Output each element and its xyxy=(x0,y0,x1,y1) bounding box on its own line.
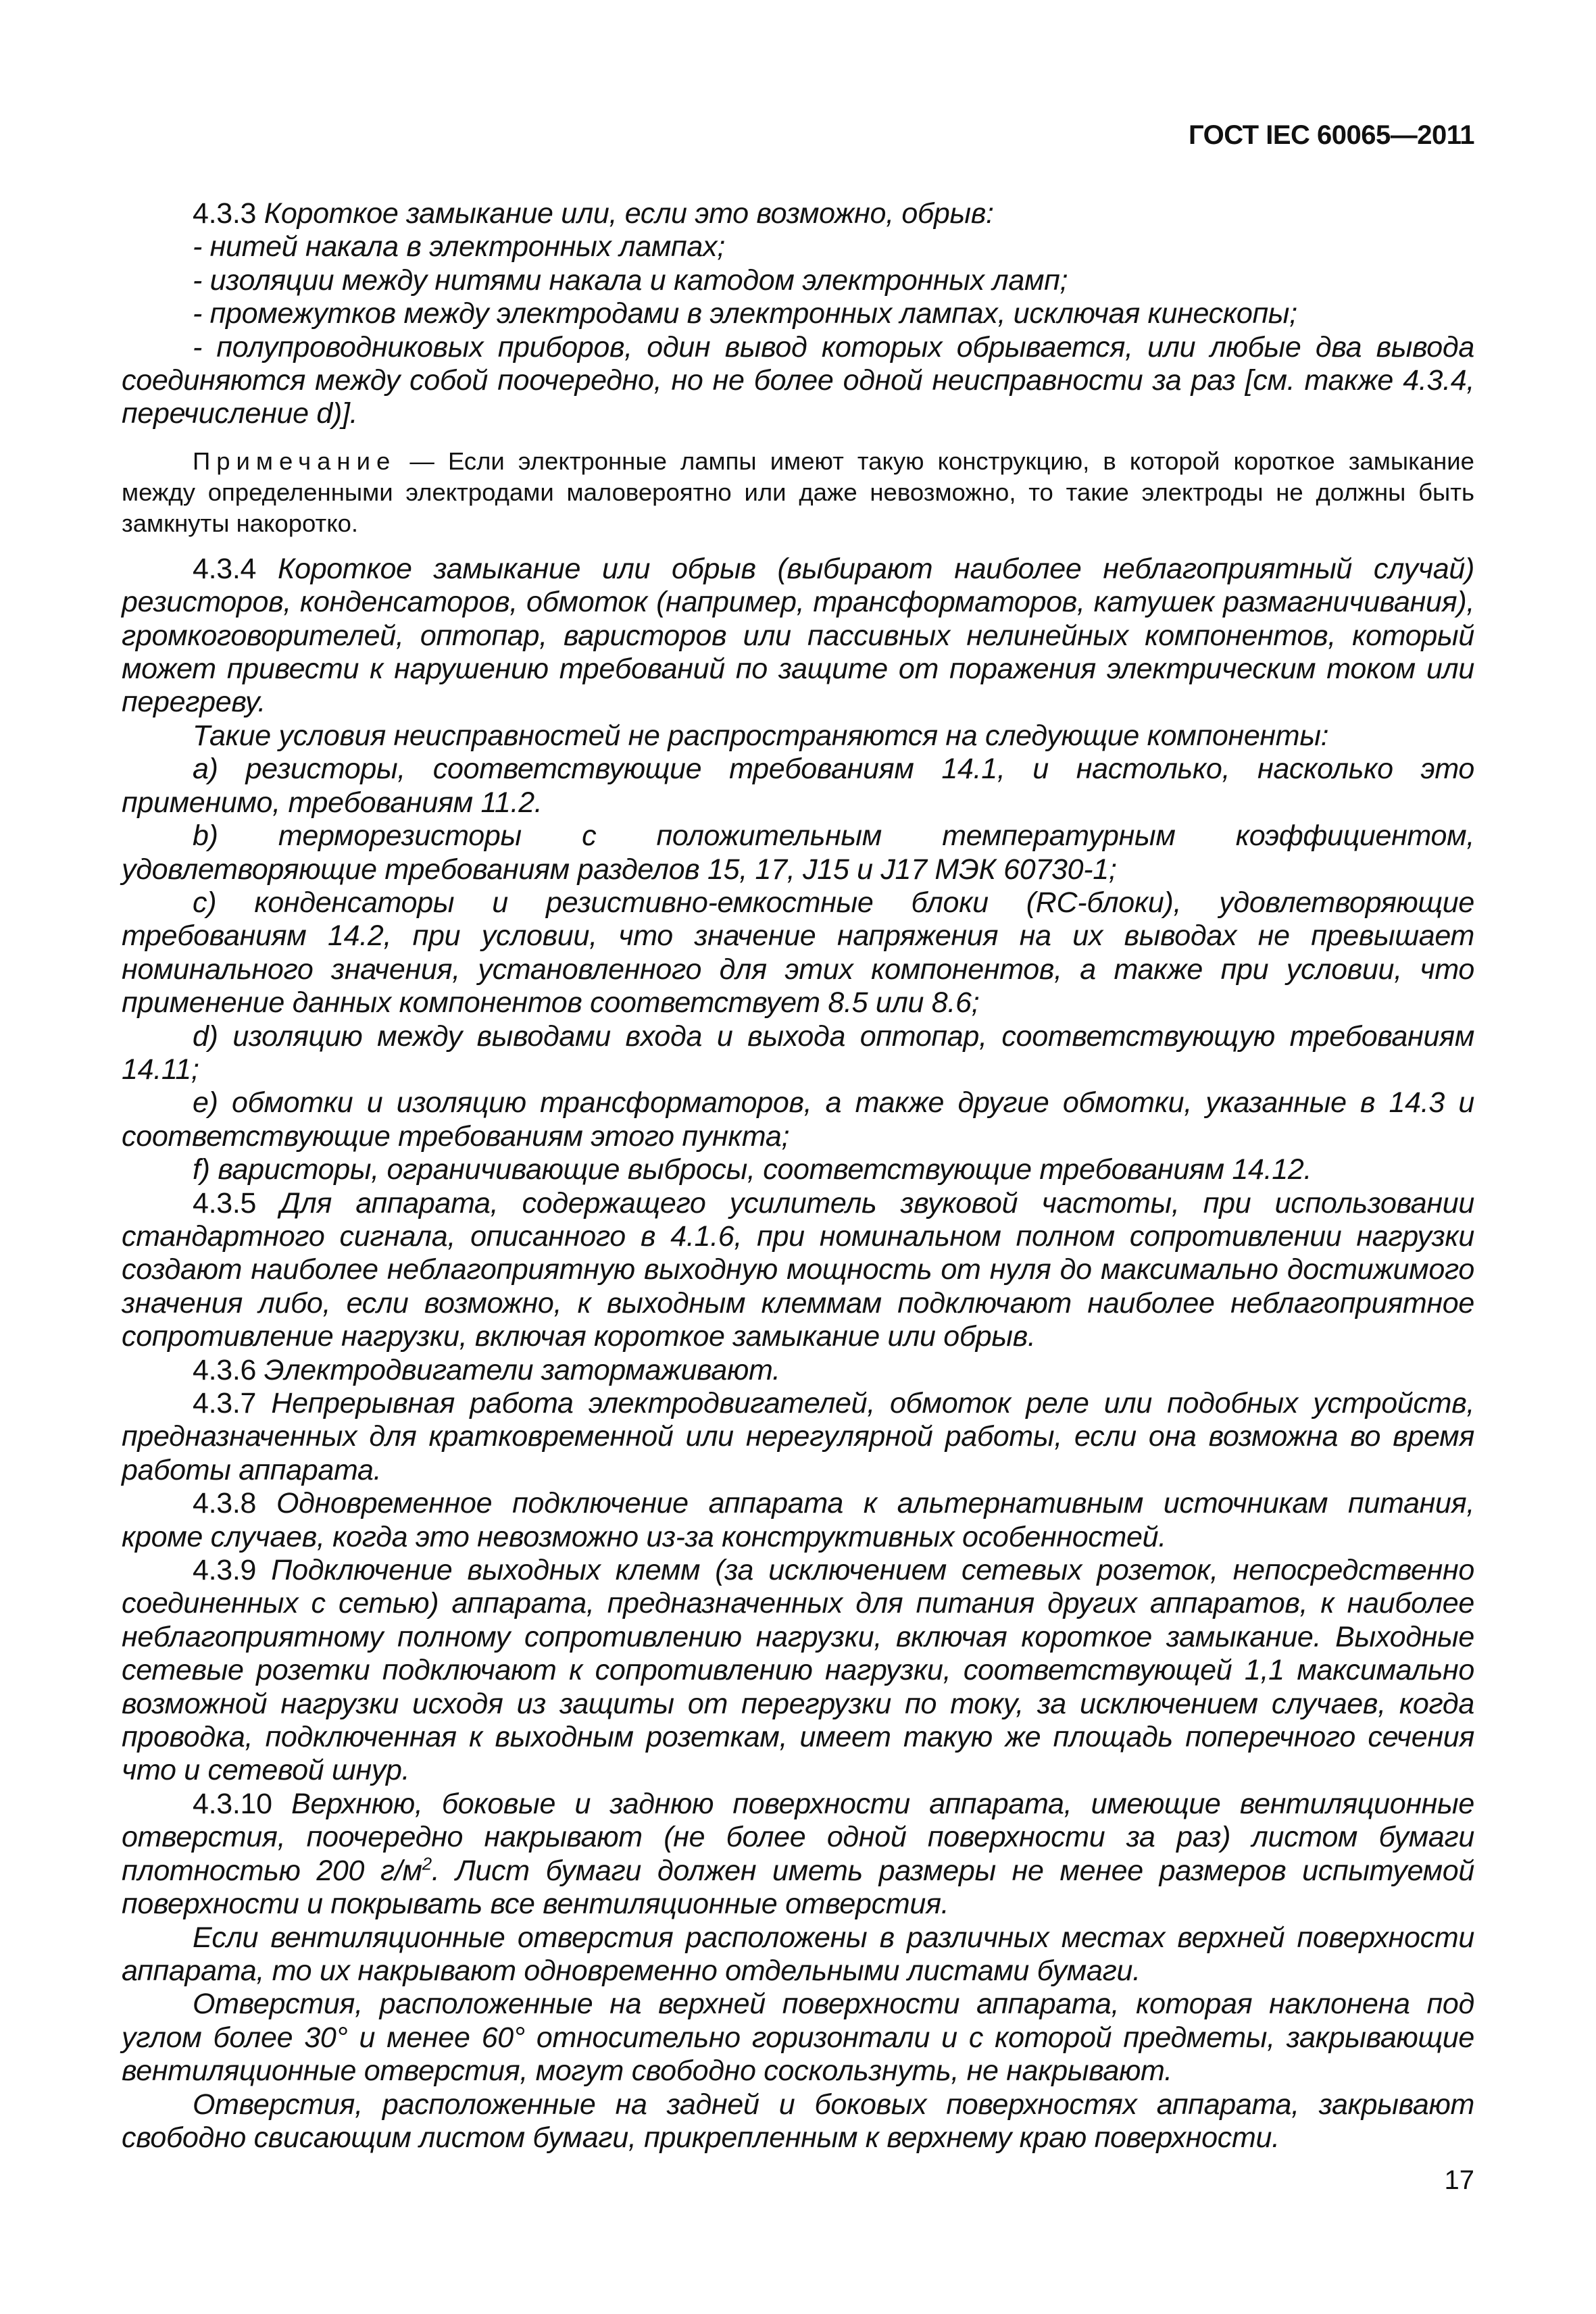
note-text: — Если электронные лампы имеют такую конструкцию, в которой короткое замыкание между определенными электродами маловероятно или даже невозможно, то такие электроды не должны быть замкнуты накоротко. xyxy=(122,447,1474,537)
list-item: b) терморезисторы с положительным температурным коэффициентом, удовлетворяющие требованиям разделов 15, 17, J15 и J17 МЭК 60730-1; xyxy=(122,820,1474,886)
list-item: - нитей накала в электронных лампах; xyxy=(193,230,725,263)
section-4-3-4-intro: Такие условия неисправностей не распространяются на следующие компоненты: xyxy=(193,719,1329,752)
list-item: d) изоляцию между выводами входа и выхода оптопар, соответствующую требованиям 14.11; xyxy=(122,1020,1474,1086)
list-item: f) варисторы, ограничивающие выбросы, соответствующие требованиям 14.12. xyxy=(193,1153,1312,1186)
paragraph: Отверстия, расположенные на задней и боковых поверхностях аппарата, закрывают свободно свисающим листом бумаги, прикрепленным к верхнему краю поверхности. xyxy=(122,2088,1474,2154)
section-4-3-6: 4.3.6 Электродвигатели затормаживают. xyxy=(193,1353,780,1386)
section-4-3-8: 4.3.8 Одновременное подключение аппарата к альтернативным источникам питания, кроме случаев, когда это невозможно из-за конструктивных особенностей. xyxy=(122,1487,1474,1553)
note-label: Примечание xyxy=(193,447,397,475)
note xyxy=(122,446,1474,539)
list-item: е) обмотки и изоляцию трансформаторов, а также другие обмотки, указанные в 14.3 и соответствующие требованиям этого пункта; xyxy=(122,1086,1474,1153)
paragraph: Если вентиляционные отверстия расположены в различных местах верхней поверхности аппарата, то их накрывают одновременно отдельными листами бумаги. xyxy=(122,1921,1474,1987)
section-4-3-3: 4.3.3 Короткое замыкание или, если это возможно, обрыв: xyxy=(193,197,994,230)
paragraph: Отверстия, расположенные на верхней поверхности аппарата, которая наклонена под углом более 30° и менее 60° относительно горизонтали и с которой предметы, закрывающие вентиляционные отверстия, могут свободно соскользнуть, не накрывают. xyxy=(122,1988,1474,2088)
document-body xyxy=(122,197,1474,2155)
section-4-3-9: 4.3.9 Подключение выходных клемм (за исключением сетевых розеток, непосредственно соединенных с сетью) аппарата, предназначенных для питания других аппаратов, к наиболее неблагоприятному полному сопротивлению нагрузки, включая короткое замыкание. Выходные сетевые розетки подключают к сопротивлению нагрузки, соответствующей 1,1 максимально возможной нагрузки исходя из защиты от перегрузки по току, за исключением случаев, когда проводка, подключенная к выходным розеткам, имеет такую же площадь поперечного сечения что и сетевой шнур. xyxy=(122,1554,1474,1787)
list-item: - изоляции между нитями накала и катодом электронных ламп; xyxy=(193,263,1068,297)
section-4-3-7: 4.3.7 Непрерывная работа электродвигателей, обмоток реле или подобных устройств, предназначенных для кратковременной или нерегулярной работы, если она возможна во время работы аппарата. xyxy=(122,1387,1474,1486)
section-4-3-4: 4.3.4 Короткое замыкание или обрыв (выбирают наиболее неблагоприятный случай) резисторов, конденсаторов, обмоток (например, трансформаторов, катушек размагничивания), громкоговорителей, оптопар, варисторов или пассивных нелинейных компонентов, который может привести к нарушению требований по защите от поражения электрическим током или перегреву. xyxy=(122,552,1474,719)
section-4-3-10: 4.3.10 Верхнюю, боковые и заднюю поверхности аппарата, имеющие вентиляционные отверстия, поочередно накрывают (не более одной поверхности за раз) листом бумаги плотностью 200 $г/м^2$. Лист бумаги должен иметь размеры не менее размеров испытуемой поверхности и покрывать все вентиляционные отверстия. xyxy=(122,1787,1475,1921)
list-item: - полупроводниковых приборов, один вывод которых обрывается, или любые два вывода соединяются между собой поочередно, но не более одной неисправности за раз [см. также 4.3.4, перечисление d)]. xyxy=(122,330,1474,430)
document-header: ГОСТ IEC 60065—2011 xyxy=(1189,120,1474,150)
list-item: с) конденсаторы и резистивно-емкостные блоки (RC-блоки), удовлетворяющие требованиям 14.2, при условии, что значение напряжения на их выводах не превышает номинального значения, установленного для этих компонентов, а также при условии, что применение данных компонентов соответствует 8.5 или 8.6; xyxy=(122,886,1474,1020)
list-item: - промежутков между электродами в электронных лампах, исключая кинескопы; xyxy=(193,297,1297,330)
list-item: а) резисторы, соответствующие требованиям 14.1, и настолько, насколько это применимо, требованиям 11.2. xyxy=(122,753,1474,819)
section-4-3-5: 4.3.5 Для аппарата, содержащего усилитель звуковой частоты, при использовании стандартного сигнала, описанного в 4.1.6, при номинальном полном сопротивлении нагрузки создают наиболее неблагоприятную выходную мощность от нуля до максимально достижимого значения либо, если возможно, к выходным клеммам подключают наиболее неблагоприятное сопротивление нагрузки, включая короткое замыкание или обрыв. xyxy=(122,1186,1474,1353)
page-number: 17 xyxy=(1444,2165,1474,2195)
